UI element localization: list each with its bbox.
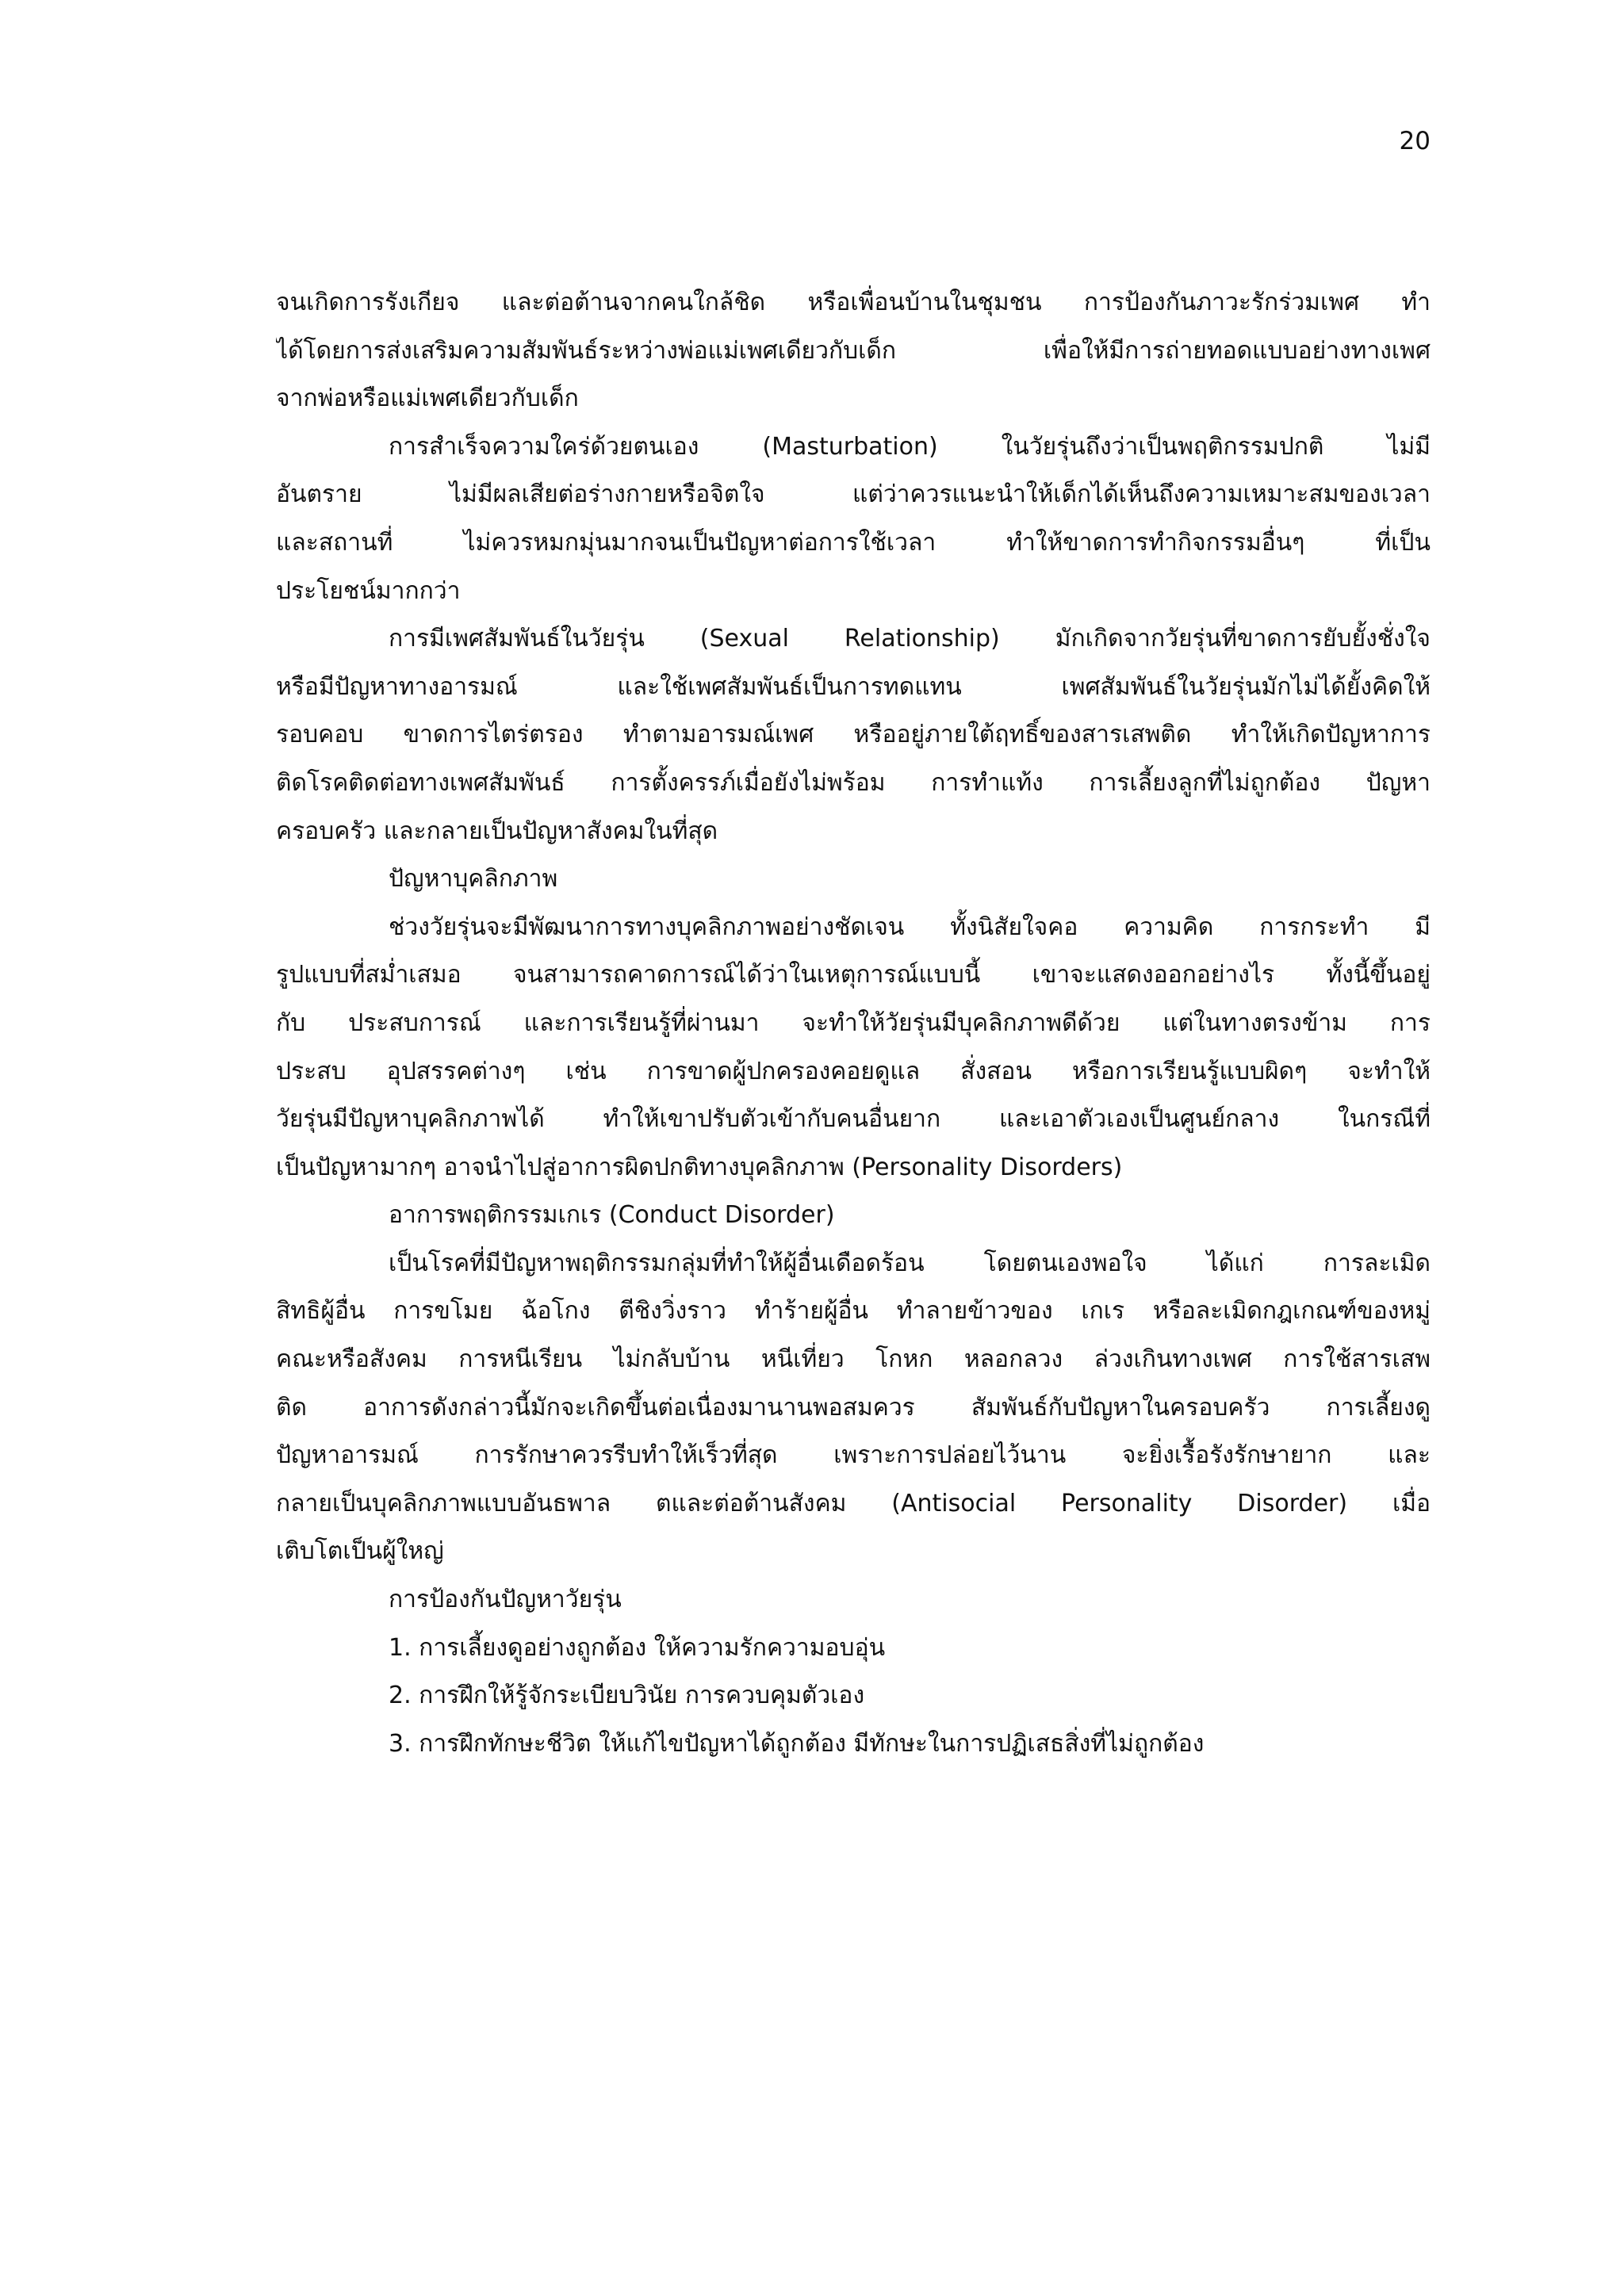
text-line: ติด อาการดังกล่าวนี้มักจะเกิดขึ้นต่อเนื่องมานานพอสมควร สัมพันธ์กับปัญหาในครอบครัว การเลี้ยงดู — [276, 1393, 1431, 1422]
text-line: ได้โดยการส่งเสริมความสัมพันธ์ระหว่างพ่อแม่เพศเดียวกับเด็ก เพื่อให้มีการถ่ายทอดแบบอย่างทางเพศ — [276, 336, 1431, 365]
paragraph-start-masturbation: การสำเร็จความใคร่ด้วยตนเอง (Masturbation) ในวัยรุ่นถึงว่าเป็นพฤติกรรมปกติ ไม่มี — [389, 432, 1431, 461]
text-line: กลายเป็นบุคลิกภาพแบบอันธพาล ตและต่อต้านสังคม (Antisocial Personality Disorder) เมื่อ — [276, 1489, 1431, 1517]
heading-conduct-disorder: อาการพฤติกรรมเกเร (Conduct Disorder) — [389, 1201, 835, 1230]
text-line: ประโยชน์มากกว่า — [276, 576, 461, 605]
text-line: ประสบ อุปสรรคต่างๆ เช่น การขาดผู้ปกครองคอยดูแล สั่งสอน หรือการเรียนรู้แบบผิดๆ จะทำให้ — [276, 1057, 1431, 1085]
text-line: เป็นปัญหามากๆ อาจนำไปสู่อาการผิดปกติทางบุคลิกภาพ (Personality Disorders) — [276, 1153, 1123, 1181]
paragraph-start-personality: ช่วงวัยรุ่นจะมีพัฒนาการทางบุคลิกภาพอย่างชัดเจน ทั้งนิสัยใจคอ ความคิด การกระทำ มี — [389, 913, 1431, 941]
text-line: ปัญหาอารมณ์ การรักษาควรรีบทำให้เร็วที่สุด เพราะการปล่อยไว้นาน จะยิ่งเรื้อรังรักษายาก และ — [276, 1441, 1431, 1470]
text-line: วัยรุ่นมีปัญหาบุคลิกภาพได้ ทำให้เขาปรับตัวเข้ากับคนอื่นยาก และเอาตัวเองเป็นศูนย์กลาง ในกรณีที่ — [276, 1105, 1431, 1134]
text-line: ครอบครัว และกลายเป็นปัญหาสังคมในที่สุด — [276, 817, 718, 845]
page-number: 20 — [1399, 127, 1431, 155]
text-line: ติดโรคติดต่อทางเพศสัมพันธ์ การตั้งครรภ์เมื่อยังไม่พร้อม การทำแท้ง การเลี้ยงลูกที่ไม่ถูกต้อง ปัญหา — [276, 768, 1431, 797]
text-line: หรือมีปัญหาทางอารมณ์ และใช้เพศสัมพันธ์เป็นการทดแทน เพศสัมพันธ์ในวัยรุ่นมักไม่ได้ยั้งคิดให้ — [276, 672, 1431, 701]
paragraph-start-conduct-disorder: เป็นโรคที่มีปัญหาพฤติกรรมกลุ่มที่ทำให้ผู้อื่นเดือดร้อน โดยตนเองพอใจ ได้แก่ การละเมิด — [389, 1249, 1431, 1277]
paragraph-start-sexual-relationship: การมีเพศสัมพันธ์ในวัยรุ่น (Sexual Relationship) มักเกิดจากวัยรุ่นที่ขาดการยับยั้งชั่งใจ — [389, 625, 1431, 653]
heading-personality-problem: ปัญหาบุคลิกภาพ — [389, 865, 558, 894]
text-line: เติบโตเป็นผู้ใหญ่ — [276, 1537, 444, 1566]
text-line: จนเกิดการรังเกียจ และต่อต้านจากคนใกล้ชิด หรือเพื่อนบ้านในชุมชน การป้องกันภาวะรักร่วมเพศ ทำ — [276, 289, 1431, 316]
document-body — [276, 279, 1431, 1768]
text-line: กับ ประสบการณ์ และการเรียนรู้ที่ผ่านมา จะทำให้วัยรุ่นมีบุคลิกภาพดีด้วย แต่ในทางตรงข้าม การ — [276, 1008, 1431, 1037]
text-line: รูปแบบที่สม่ำเสมอ จนสามารถคาดการณ์ได้ว่าในเหตุการณ์แบบนี้ เขาจะแสดงออกอย่างไร ทั้งนี้ขึ้นอยู่ — [276, 961, 1431, 989]
heading-prevention: การป้องกันปัญหาวัยรุ่น — [389, 1586, 622, 1614]
text-line: อันตราย ไม่มีผลเสียต่อร่างกายหรือจิตใจ แต่ว่าควรแนะนำให้เด็กได้เห็นถึงความเหมาะสมของเวลา — [276, 480, 1431, 509]
list-item: 2. การฝึกให้รู้จักระเบียบวินัย การควบคุมตัวเอง — [389, 1682, 865, 1710]
list-item: 1. การเลี้ยงดูอย่างถูกต้อง ให้ความรักความอบอุ่น — [389, 1633, 886, 1662]
text-line: จากพ่อหรือแม่เพศเดียวกับเด็ก — [276, 385, 579, 413]
text-line: สิทธิผู้อื่น การขโมย ฉ้อโกง ตีชิงวิ่งราว ทำร้ายผู้อื่น ทำลายข้าวของ เกเร หรือละเมิดกฎเกณฑ์ของหมู่ — [276, 1297, 1431, 1326]
text-line: และสถานที่ ไม่ควรหมกมุ่นมากจนเป็นปัญหาต่อการใช้เวลา ทำให้ขาดการทำกิจกรรมอื่นๆ ที่เป็น — [276, 528, 1431, 557]
text-line: รอบคอบ ขาดการไตร่ตรอง ทำตามอารมณ์เพศ หรืออยู่ภายใต้ฤทธิ์ของสารเสพติด ทำให้เกิดปัญหาการ — [276, 721, 1431, 749]
list-item: 3. การฝึกทักษะชีวิต ให้แก้ไขปัญหาได้ถูกต้อง มีทักษะในการปฏิเสธสิ่งที่ไม่ถูกต้อง — [389, 1729, 1205, 1758]
text-line: คณะหรือสังคม การหนีเรียน ไม่กลับบ้าน หนีเที่ยว โกหก หลอกลวง ล่วงเกินทางเพศ การใช้สารเสพ — [276, 1345, 1431, 1374]
